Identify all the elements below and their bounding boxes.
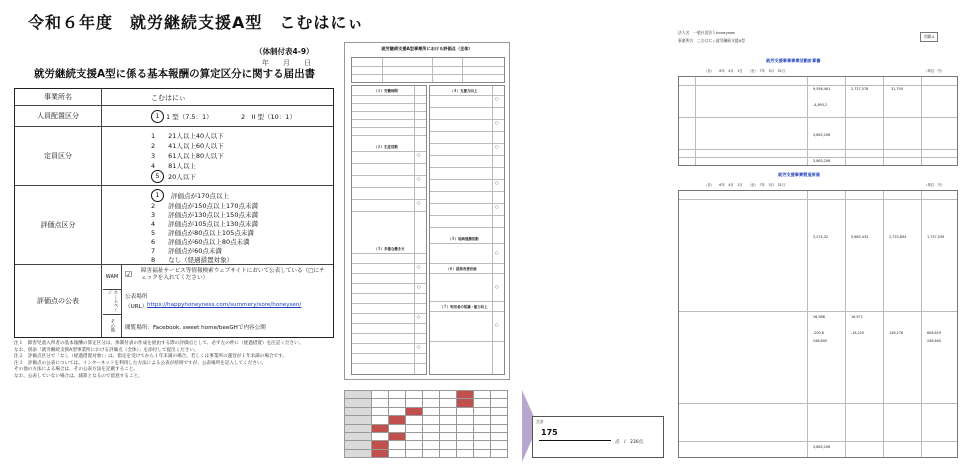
form-label: 評価点の公表	[15, 265, 102, 337]
total-score-box	[532, 416, 664, 458]
section-heading: （３）多様な働き方	[374, 247, 405, 251]
score-mark: ○	[417, 200, 421, 205]
score-mark: ○	[495, 180, 499, 185]
homepage-label: ホームページ	[103, 290, 122, 315]
amount: 136,276	[889, 331, 904, 335]
score-mark: ○	[417, 284, 421, 289]
capacity-option: 2 41人以上60人以下	[151, 142, 224, 150]
form-label: 事業所名	[15, 89, 102, 105]
amount: 3,863,206	[813, 159, 831, 163]
amount: 2,727,578	[851, 87, 869, 91]
amount: 16,971	[851, 315, 863, 319]
selected-circle: 1	[151, 189, 164, 202]
capacity-option: 3 61人以上80人以下	[151, 152, 224, 160]
score-sheet-right-column	[429, 85, 505, 375]
amount: -16,225	[851, 331, 865, 335]
amount: 26,988	[813, 315, 825, 319]
note-line: 注２ 評価点区分で「なし（経過措置対象）」は、指定を受けてから１年未満の場合、若しくは事業所の運営が１年未満の場合です。	[14, 354, 287, 359]
form-row-publication	[15, 265, 333, 337]
score-mark: ○	[495, 284, 499, 289]
form-row-capacity	[15, 127, 333, 186]
note-line: 注１ 障害児童入所者の基本報酬の算定区分は、体制付表の作成を経由する際の評価点として、必ず左の枠に（経過措置）を注記ください。	[14, 341, 304, 346]
evaluation-option: 6 評価点が60点以上80点未満	[151, 238, 250, 246]
wam-checkbox[interactable]: ☑	[125, 270, 133, 279]
form-label: 定員区分	[15, 127, 102, 185]
score-sheet-left-column	[351, 85, 427, 375]
score-sheet-title: 就労継続支援A型事業所における評価点（全体）	[381, 46, 473, 51]
evaluation-option: 4 評価点が105点以上130点未満	[151, 220, 258, 228]
score-mark: ○	[417, 264, 421, 269]
page-title: 令和６年度 就労継続支援A型 こむはにぃ	[28, 13, 365, 32]
amount: 31,790	[891, 87, 903, 91]
score-mark: ○	[417, 176, 421, 181]
form-heading: 就労継続支援A型に係る基本報酬の算定区分に関する届出書	[34, 68, 316, 80]
section-heading: （５）地域連携活動	[448, 237, 479, 241]
corporation-name: 法人名 一般社団法人honeynee	[678, 30, 735, 35]
score-mark: ○	[417, 152, 421, 157]
staffing-option-2: 2 II 型（10：1）	[241, 113, 296, 121]
income-statement-unit: （単位：円）	[924, 69, 945, 73]
evaluation-option: 8 なし（経過措置対象）	[151, 256, 234, 264]
evaluation-option: 5 評価点が80点以上105点未満	[151, 229, 254, 237]
cost-statement-period: （自） 6年 4月 1日 （至） 7年 3月 31日	[704, 183, 786, 187]
form-table	[14, 88, 334, 338]
amount: 9,556,461	[813, 87, 831, 91]
total-score-max: 点 / 230点	[615, 440, 644, 445]
total-score-value: 175	[541, 428, 558, 437]
total-score-label: 合計	[536, 419, 544, 424]
form-row-facility	[15, 89, 333, 106]
staffing-option-1: 1 型（7.5：1）	[166, 113, 213, 121]
other-publication: 閲覧場所：Facebook, sweet home/beeGHで内容公開	[125, 325, 266, 331]
cost-statement-title: 就労支援事業製造原価	[778, 172, 820, 177]
amount: 5,665,433	[851, 235, 869, 239]
form-date: 年 月 日	[262, 59, 311, 67]
score-mark: ○	[495, 144, 499, 149]
evaluation-option-selected: 評価点が170点以上	[171, 192, 229, 200]
amount: 1,737,039	[927, 235, 945, 239]
amount: 606,619	[927, 331, 942, 335]
cost-statement-table	[678, 190, 958, 458]
section-heading: （７）利用者の知識・能力向上	[440, 305, 488, 309]
score-sheet-header	[351, 57, 505, 83]
capacity-option-selected: 20人以下	[168, 173, 196, 181]
score-mark: ○	[495, 120, 499, 125]
score-mark: ○	[495, 204, 499, 209]
facility-name: こむはにぃ	[151, 94, 186, 102]
form-label: 人員配置区分	[15, 106, 102, 126]
section-heading: （６）経営改善計画	[446, 267, 477, 271]
score-mark: ○	[417, 314, 421, 319]
amount: 2,274,32	[813, 235, 829, 239]
note-line: なお、別添「就労継続支援A型事業所における評価点（全体）」を添付して提出ください。	[14, 347, 199, 353]
score-sheet	[344, 42, 510, 380]
amount: -4,893,2	[813, 103, 828, 107]
amount: 3,863,206	[813, 133, 831, 137]
score-mark: ○	[495, 250, 499, 255]
publication-place-label: 公表場所	[125, 294, 148, 300]
score-mark: ○	[495, 322, 499, 327]
section-heading: （１）労働時間	[374, 89, 398, 93]
income-statement-title: 就労支援事業事業活動計算書	[766, 58, 821, 63]
form-row-evaluation	[15, 186, 333, 265]
note-line: その他の方法による場合は、その公表方法を記載すること。	[14, 367, 139, 372]
score-mark: ○	[495, 96, 499, 101]
section-heading: （４）支援力向上	[450, 89, 478, 93]
evaluation-option: 2 評価点が150点以上170点未満	[151, 202, 258, 210]
cost-statement-unit: （単位：円）	[924, 183, 945, 187]
wam-label: WAM	[103, 265, 122, 290]
income-statement-table	[678, 76, 958, 166]
score-mark: ○	[417, 344, 421, 349]
form-row-staffing	[15, 106, 333, 127]
selected-circle: 5	[151, 170, 164, 183]
amount: -200,6	[813, 331, 824, 335]
form-number: （体制付表4-9）	[255, 47, 314, 56]
homepage-url-link[interactable]: https://happyhoneyness.com/summery/sore/honeysen/	[147, 302, 302, 308]
evaluation-option: 3 評価点が130点以上150点未満	[151, 211, 258, 219]
amount: 2,733,894	[889, 235, 907, 239]
form-notes	[14, 341, 334, 380]
capacity-option: 1 21人以上40人以下	[151, 132, 224, 140]
evaluation-option: 7 評価点が60点未満	[151, 247, 222, 255]
capacity-option: 4 81人以上	[151, 162, 196, 170]
financial-statements	[674, 22, 960, 462]
amount: 3,863,206	[813, 445, 831, 449]
form-label: 評価点区分	[15, 186, 102, 264]
selected-circle: 1	[151, 110, 164, 123]
url-label: （URL）	[125, 304, 148, 310]
other-label: その他	[103, 315, 122, 337]
score-matrix	[344, 390, 520, 460]
amount: 248,600	[813, 339, 828, 343]
wam-description: 障害福祉サービス等情報検索ウェブサイトにおいて公表している（□にチェックを入れてください）	[141, 268, 325, 281]
attachment-label: 別紙4	[920, 32, 938, 42]
note-line: なお、公表していない場合は、減算となるので留意すること。	[14, 373, 143, 379]
office-name: 事業所名 こむはにぃ就労継続支援A型	[678, 38, 746, 43]
amount: 248,600	[927, 339, 942, 343]
note-line: 注３ 評価点の公表については、インターネットを利用した方法による公表が原則ですが、公表場所を記入してください。	[14, 360, 267, 366]
income-statement-period: （自） 6年 4月 1日 （至） 7年 3月 31日	[704, 69, 786, 73]
section-heading: （２）生産活動	[374, 145, 398, 149]
